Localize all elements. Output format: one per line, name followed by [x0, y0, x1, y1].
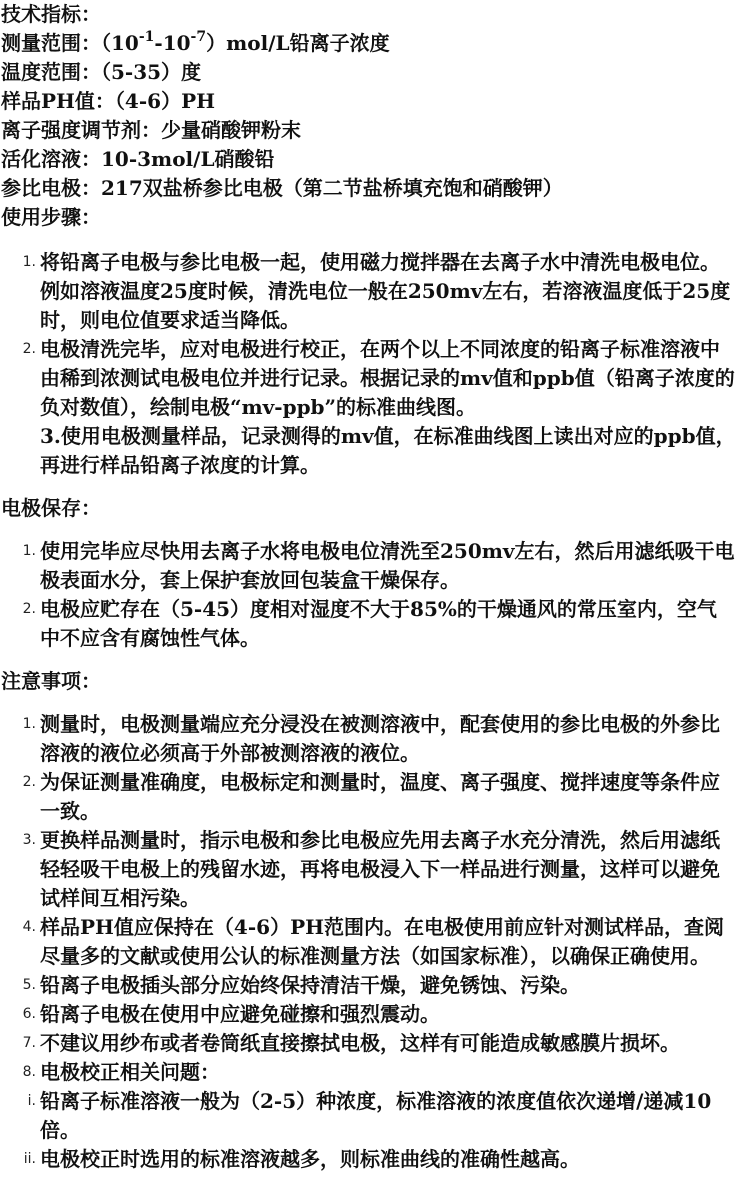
list-item-number: 2. — [22, 601, 36, 617]
list-item — [0, 971, 750, 1000]
list-item-number: 7. — [22, 1035, 36, 1051]
list-item-text: 电极校正时选用的标准溶液越多，则标准曲线的准确性越高。 — [40, 1147, 580, 1171]
notes-heading: 注意事项： — [1, 669, 101, 693]
list-item-number: 6. — [22, 1006, 36, 1022]
list-item-number: 3. — [22, 832, 36, 848]
list-item-number: ii. — [23, 1151, 36, 1167]
list-item — [0, 1029, 750, 1058]
storage-list — [0, 537, 750, 653]
list-item-text: 铅离子标准溶液一般为（2-5）种浓度，标准溶液的浓度值依次递增/递减10倍。 — [40, 1089, 712, 1142]
storage-heading: 电极保存： — [1, 496, 101, 520]
list-item-text: 电极应贮存在（5-45）度相对湿度不大于85%的干燥通风的常压室内，空气中不应含有腐蚀性气体。 — [40, 597, 717, 650]
list-item-text: 为保证测量准确度，电极标定和测量时，温度、离子强度、搅拌速度等条件应一致。 — [40, 770, 720, 823]
range-prefix: 测量范围：（10 — [1, 31, 139, 55]
list-item-number: 2. — [22, 341, 36, 357]
specs-heading: 技术指标： — [1, 2, 101, 26]
list-item-number: 4. — [22, 919, 36, 935]
list-item — [0, 1000, 750, 1029]
list-item — [0, 422, 750, 480]
sample-ph: 样品PH值：（4-6）PH — [1, 89, 216, 113]
list-item-text: 测量时，电极测量端应充分浸没在被测溶液中，配套使用的参比电极的外参比溶液的液位必须高于外部被测溶液的液位。 — [40, 712, 720, 765]
list-item — [0, 1087, 750, 1145]
list-item-number: 5. — [22, 977, 36, 993]
list-item-text: 不建议用纱布或者卷筒纸直接擦拭电极，这样有可能造成敏感膜片损坏。 — [40, 1031, 680, 1055]
ionic-strength-adjuster: 离子强度调节剂：少量硝酸钾粉末 — [1, 118, 301, 142]
list-item-text: 使用完毕应尽快用去离子水将电极电位清洗至250mv左右，然后用滤纸吸干电极表面水分，套上保护套放回包装盒干燥保存。 — [40, 539, 735, 592]
list-item — [0, 1145, 750, 1174]
list-item — [0, 595, 750, 653]
list-item-text: 将铅离子电极与参比电极一起，使用磁力搅拌器在去离子水中清洗电极电位。例如溶液温度25度时候，清洗电位一般在250mv左右，若溶液温度低于25度时，则电位值要求适当降低。 — [40, 250, 731, 332]
list-item — [0, 537, 750, 595]
range-suffix: ）mol/L铅离子浓度 — [206, 31, 390, 55]
range-exponent-1: -1 — [138, 29, 155, 45]
temperature-range: 温度范围：（5-35）度 — [1, 60, 202, 84]
list-item-text: 铅离子电极在使用中应避免碰擦和强烈震动。 — [40, 1002, 440, 1026]
list-item — [0, 768, 750, 826]
range-mid: -10 — [154, 31, 191, 55]
list-item-text: 更换样品测量时，指示电极和参比电极应先用去离子水充分清洗，然后用滤纸轻轻吸干电极上的残留水迹，再将电极浸入下一样品进行测量，这样可以避免试样间互相污染。 — [40, 828, 720, 910]
reference-electrode: 参比电极：217双盐桥参比电极（第二节盐桥填充饱和硝酸钾） — [1, 176, 563, 200]
list-item-number: 2. — [22, 774, 36, 790]
list-item-number: 1. — [22, 254, 36, 270]
steps-heading: 使用步骤： — [1, 205, 101, 229]
list-item-text: 样品PH值应保持在（4-6）PH范围内。在电极使用前应针对测试样品，查阅尽量多的文献或使用公认的标准测量方法（如国家标准），以确保正确使用。 — [40, 915, 725, 968]
list-item — [0, 826, 750, 913]
notes-list — [0, 710, 750, 1174]
list-item — [0, 1058, 750, 1087]
list-item-text: 电极校正相关问题： — [40, 1060, 220, 1084]
measurement-range — [0, 29, 750, 58]
range-exponent-2: -7 — [190, 29, 207, 45]
usage-steps-list — [0, 248, 750, 480]
list-item — [0, 335, 750, 422]
list-item-number: 1. — [22, 543, 36, 559]
list-item — [0, 913, 750, 971]
activation-solution: 活化溶液：10-3mol/L硝酸铅 — [1, 147, 275, 171]
list-item-number: i. — [27, 1093, 36, 1109]
list-item-number: 8. — [22, 1064, 36, 1080]
list-item-text: 3.使用电极测量样品，记录测得的mv值，在标准曲线图上读出对应的ppb值，再进行样品铅离子浓度的计算。 — [40, 424, 736, 477]
list-item-text: 电极清洗完毕，应对电极进行校正，在两个以上不同浓度的铅离子标准溶液中由稀到浓测试电极电位并进行记录。根据记录的mv值和ppb值（铅离子浓度的负对数值），绘制电极“mv-ppb”的标准曲线图。 — [40, 337, 735, 419]
list-item-number: 1. — [22, 716, 36, 732]
list-item — [0, 248, 750, 335]
list-item-text: 铅离子电极插头部分应始终保持清洁干燥，避免锈蚀、污染。 — [40, 973, 580, 997]
list-item — [0, 710, 750, 768]
